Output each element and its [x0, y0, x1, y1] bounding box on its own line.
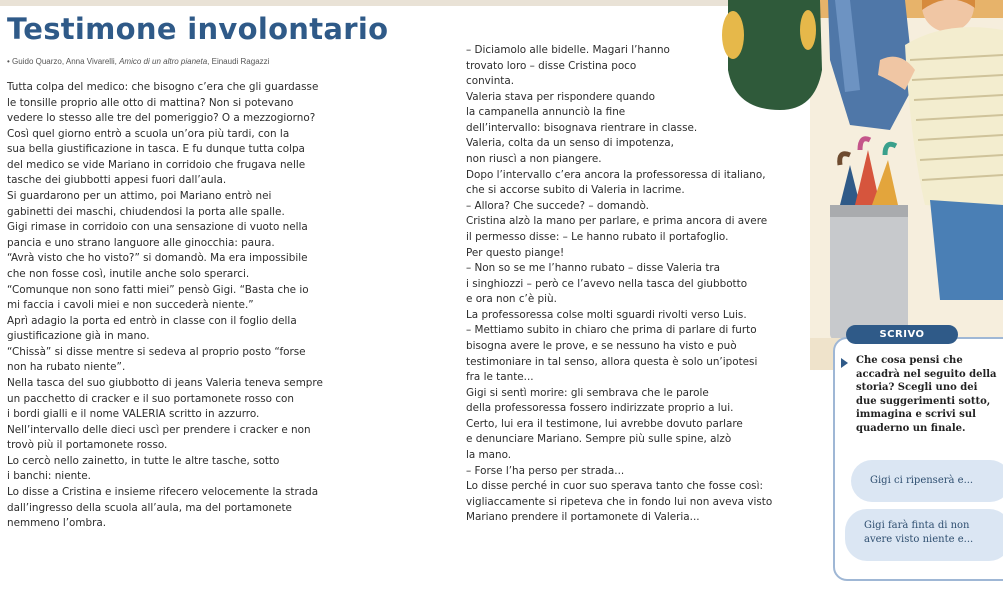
suggestion-text-2-line-2: avere visto niente e... — [864, 534, 974, 545]
text-line: – Non so se me l’hanno rubato – disse Valeria tra — [466, 262, 721, 275]
text-line: – Forse l’ha perso per strada... — [466, 464, 625, 477]
prompt-line: accadrà nel seguito della — [856, 368, 997, 380]
text-line: “Avrà visto che ho visto?” si domandò. Ma era impossibile — [7, 252, 308, 265]
text-line: vigliaccamente si ripeteva che in fondo lui non aveva visto — [466, 495, 773, 508]
text-line: i banchi: niente. — [7, 470, 91, 483]
text-line: Così quel giorno entrò a scuola un’ora più tardi, con la — [7, 127, 290, 140]
text-line: Aprì adagio la porta ed entrò in classe con il foglio della — [7, 314, 297, 327]
text-line: sua bella giustificazione in tasca. E fu dunque tutta colpa — [7, 143, 305, 156]
stand-rim — [830, 205, 908, 217]
text-line: i bordi gialli e il nome VALERIA scritto in azzurro. — [7, 408, 260, 421]
text-line: del medico se vide Mariano in corridoio che frugava nelle — [7, 158, 306, 171]
text-line: convinta. — [466, 75, 515, 88]
text-line: trovato loro – disse Cristina poco — [466, 59, 637, 72]
text-line: gabinetti dei maschi, chiudendosi la porta alle spalle. — [7, 205, 285, 218]
text-line: Lo disse a Cristina e insieme rifecero velocemente la strada — [7, 486, 319, 499]
text-line: tasche dei giubbotti appesi fuori dall’aula. — [7, 174, 227, 187]
source-credit — [7, 57, 269, 66]
scrivo-prompt — [856, 354, 997, 436]
text-line: Mariano prendere il portamonete di Valeria... — [466, 511, 700, 524]
text-line: i singhiozzi – però ce l’avevo nella tasca del giubbotto — [466, 277, 748, 290]
text-line: testimoniare in tal senso, allora questa è solo un’ipotesi — [466, 355, 758, 368]
text-line: e denunciare Mariano. Sempre più sulle spine, alzò — [466, 433, 732, 446]
prompt-line: quaderno un finale. — [856, 422, 966, 434]
page-title: Testimone involontario — [7, 12, 389, 46]
text-line: La professoressa colse molti sguardi rivolti verso Luis. — [466, 308, 747, 321]
text-line: Gigi rimase in corridoio con una sensazione di vuoto nella — [7, 221, 308, 234]
text-line: Nell’intervallo delle dieci uscì per prendere i cracker e non — [7, 423, 311, 436]
text-line: pancia e uno strano languore alle ginocchia: paura. — [7, 236, 275, 249]
text-line: Gigi si sentì morire: gli sembrava che le parole — [466, 386, 709, 399]
text-line: che non fosse così, inutile anche solo sperarci. — [7, 267, 250, 280]
text-line: fra le tante... — [466, 371, 534, 384]
text-line: non ha rubato niente”. — [7, 361, 126, 374]
text-line: la mano. — [466, 449, 512, 462]
text-line: nemmeno l’ombra. — [7, 517, 107, 530]
text-line: Tutta colpa del medico: che bisogno c’era che gli guardasse — [7, 81, 319, 93]
suggestion-text-1: Gigi ci ripenserà e... — [870, 475, 974, 486]
suggestion-text-2-line-1: Gigi farà finta di non — [864, 520, 970, 531]
text-line: – Allora? Che succede? – domandò. — [466, 199, 649, 212]
text-line: “Chissà” si disse mentre si sedeva al proprio posto “forse — [7, 345, 306, 358]
text-line: della professoressa fossero indirizzate proprio a lui. — [466, 402, 734, 415]
text-line: vedere lo stesso alle tre del pomeriggio? O a mezzogiorno? — [7, 112, 316, 125]
text-line: dell’intervallo: bisognava rientrare in classe. — [466, 121, 698, 134]
umbrella-stand — [830, 205, 908, 340]
text-line: le tonsille proprio alle otto di mattina? Non si potevano — [7, 96, 294, 109]
text-line: – Mettiamo subito in chiaro che prima di parlare di furto — [466, 324, 757, 337]
suggestion-bubble-2 — [845, 509, 1003, 561]
text-line: Nella tasca del suo giubbotto di jeans Valeria teneva sempre — [7, 376, 323, 389]
text-line: bisogna avere le prove, e se nessuno ha visto e può — [466, 339, 737, 352]
text-line: – Diciamolo alle bidelle. Magari l’hanno — [466, 44, 670, 56]
text-line: e ora non c’è più. — [466, 293, 557, 306]
prompt-line: due suggerimenti sotto, — [856, 395, 991, 407]
suggestion-bubble-1 — [851, 460, 1003, 502]
text-line: la campanella annunciò la fine — [466, 106, 626, 119]
text-line: non riuscì a non piangere. — [466, 153, 602, 166]
source-author: Guido Quarzo, Anna Vivarelli, — [12, 57, 117, 66]
scrivo-badge: SCRIVO — [846, 325, 958, 344]
text-line: che si accorse subito di Valeria in lacrime. — [466, 184, 685, 197]
text-line: dall’ingresso della scuola all’aula, ma del portamonete — [7, 501, 292, 514]
story-illustration — [700, 0, 1003, 370]
source-book: Amico di un altro pianeta — [119, 57, 208, 66]
text-line: trovò più il portamonete rosso. — [7, 439, 168, 452]
text-line: il permesso disse: – Le hanno rubato il portafoglio. — [466, 230, 729, 243]
text-line: Dopo l’intervallo c’era ancora la professoressa di italiano, — [466, 168, 766, 181]
source-bullet: • — [7, 57, 10, 66]
text-line: Si guardarono per un attimo, poi Mariano entrò nei — [7, 190, 272, 203]
source-publisher: , Einaudi Ragazzi — [207, 57, 270, 66]
text-line: “Comunque non sono fatti miei” pensò Gigi. “Basta che io — [7, 283, 309, 296]
text-line: giustificazione già in mano. — [7, 330, 150, 343]
text-line: un pacchetto di cracker e il suo portamonete rosso con — [7, 392, 294, 405]
backpack-pocket — [722, 11, 744, 59]
text-line: Cristina alzò la mano per parlare, e prima ancora di avere — [466, 215, 768, 228]
prompt-line: immagina e scrivi sul — [856, 409, 976, 421]
text-line: Valeria, colta da un senso di impotenza, — [466, 137, 674, 150]
text-line: Lo cercò nello zainetto, in tutte le altre tasche, sotto — [7, 454, 280, 467]
text-line: Certo, lui era il testimone, lui avrebbe dovuto parlare — [466, 417, 743, 430]
story-column-left — [7, 80, 323, 532]
text-line: mi faccia i cavoli miei e non succederà niente.” — [7, 299, 254, 312]
text-line: Lo disse perché in cuor suo sperava tanto che fosse così: — [466, 480, 763, 493]
prompt-line: Che cosa pensi che — [856, 355, 963, 366]
arrow-right-icon — [841, 358, 848, 368]
text-line: Per questo piange! — [466, 246, 565, 259]
girl-jeans — [930, 200, 1003, 300]
backpack-pocket-right — [800, 10, 816, 50]
text-line: Valeria stava per rispondere quando — [466, 90, 655, 103]
prompt-line: storia? Scegli uno dei — [856, 382, 978, 394]
